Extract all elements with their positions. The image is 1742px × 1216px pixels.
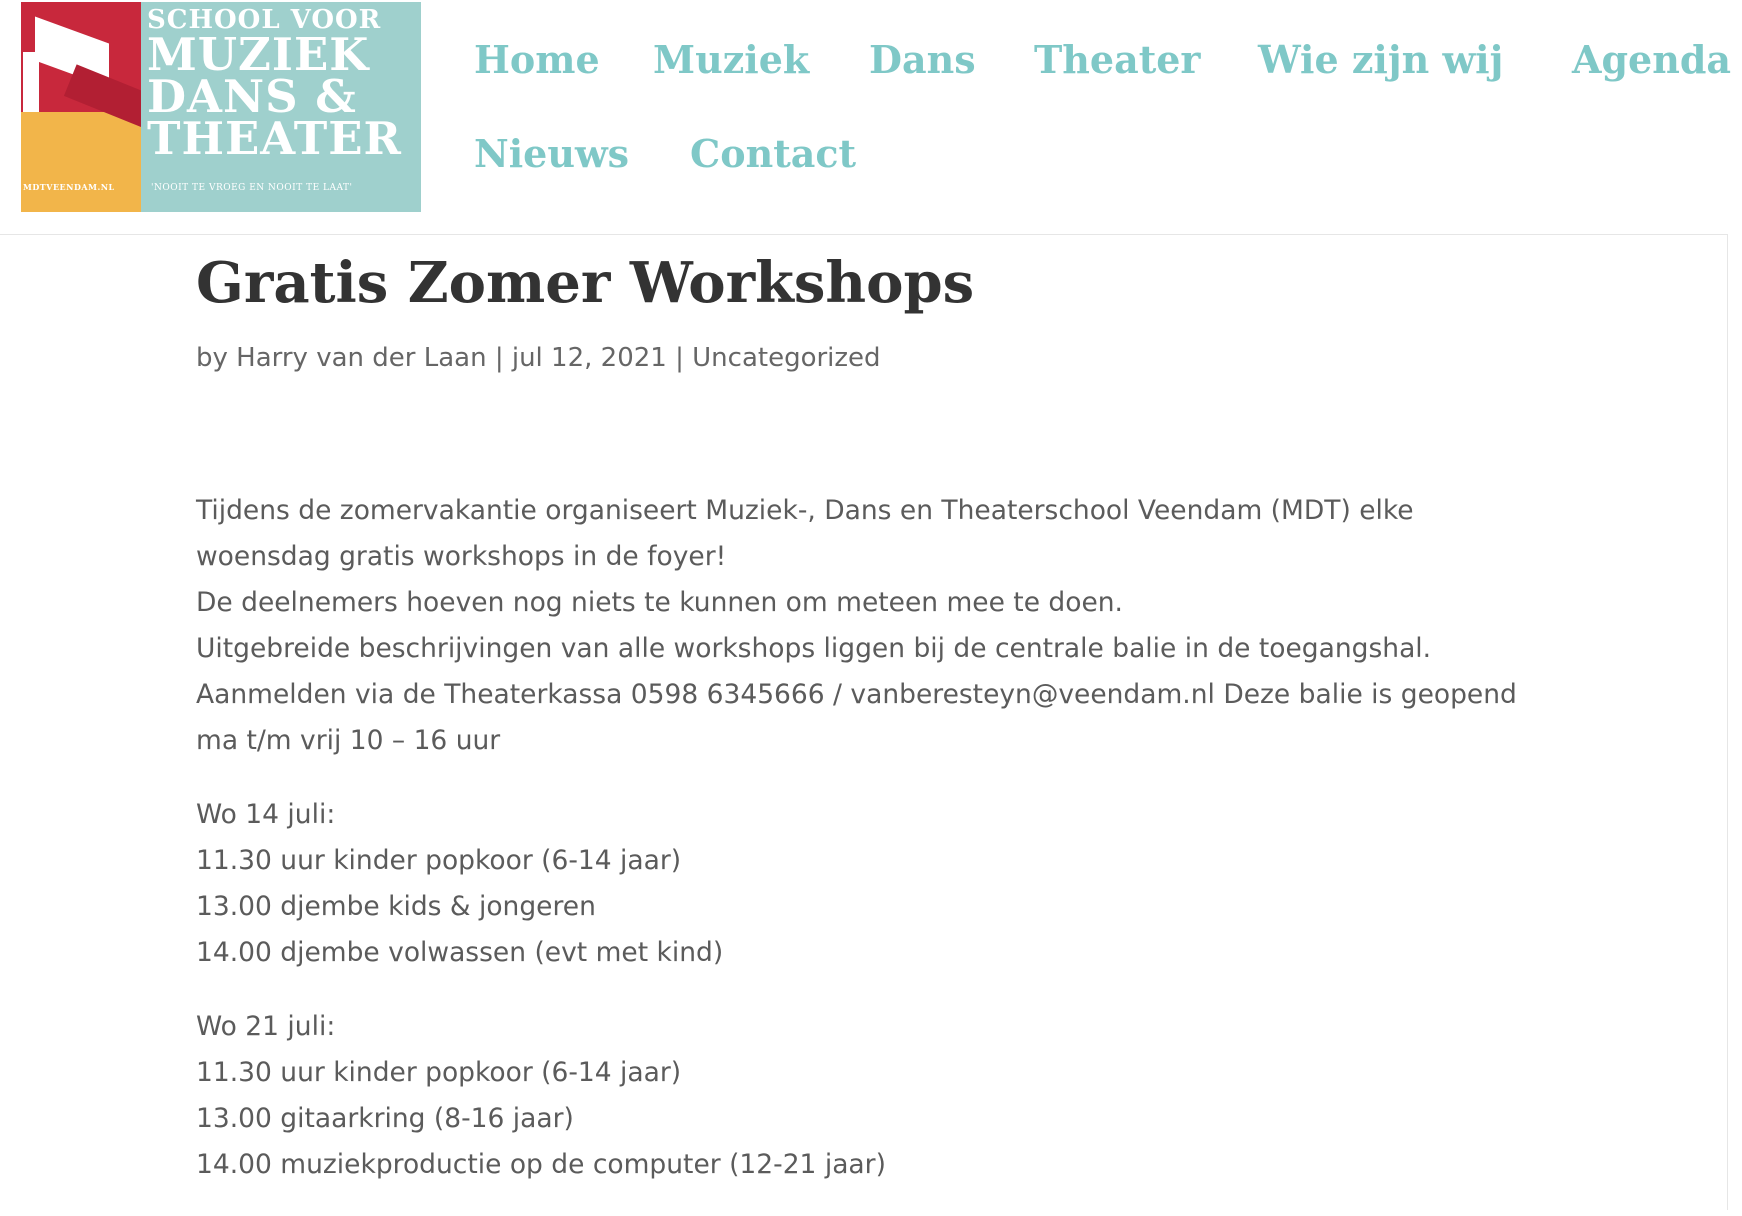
meta-separator: | bbox=[494, 343, 504, 373]
post-content bbox=[196, 488, 1616, 1188]
logo-line-2: MUZIEK bbox=[147, 28, 370, 81]
schedule-item: 13.00 gitaarkring (8-16 jaar) bbox=[196, 1103, 574, 1134]
schedule-item: 14.00 djembe volwassen (evt met kind) bbox=[196, 937, 724, 968]
site-logo[interactable] bbox=[21, 2, 421, 212]
post-article bbox=[196, 240, 1616, 1216]
schedule-item: 11.30 uur kinder popkoor (6-14 jaar) bbox=[196, 1057, 682, 1088]
post-meta bbox=[196, 338, 1616, 378]
meta-category-link[interactable]: Uncategorized bbox=[692, 343, 881, 373]
intro-line: De deelnemers hoeven nog niets te kunnen om meteen mee te doen. bbox=[196, 587, 1123, 618]
logo-line-3: DANS & bbox=[147, 70, 357, 123]
nav-dans[interactable]: Dans bbox=[869, 37, 976, 82]
intro-line: woensdag gratis workshops in de foyer! bbox=[196, 541, 727, 572]
nav-muziek[interactable]: Muziek bbox=[653, 37, 810, 82]
schedule-item: 14.00 muziekproductie op de computer (12-21 jaar) bbox=[196, 1149, 886, 1180]
logo-tagline: 'NOOIT TE VROEG EN NOOIT TE LAAT' bbox=[151, 183, 353, 193]
schedule-block bbox=[196, 792, 1616, 976]
nav-agenda[interactable]: Agenda bbox=[1572, 37, 1732, 82]
nav-nieuws[interactable]: Nieuws bbox=[474, 131, 630, 176]
schedule-day: Wo 21 juli: bbox=[196, 1011, 336, 1042]
logo-site-name: MDTVEENDAM.NL bbox=[23, 182, 115, 192]
logo-emblem bbox=[21, 2, 141, 212]
intro-line: Aanmelden via de Theaterkassa 0598 6345666 / vanberesteyn@veendam.nl Deze balie is geopend bbox=[196, 679, 1517, 710]
nav-theater[interactable]: Theater bbox=[1034, 37, 1201, 82]
intro-line: ma t/m vrij 10 – 16 uur bbox=[196, 725, 501, 756]
schedule-item: 11.30 uur kinder popkoor (6-14 jaar) bbox=[196, 845, 682, 876]
logo-wordmark bbox=[147, 5, 417, 165]
nav-home[interactable]: Home bbox=[474, 37, 600, 82]
logo-line-1: SCHOOL VOOR bbox=[147, 5, 382, 35]
schedule-item: 13.00 djembe kids & jongeren bbox=[196, 891, 596, 922]
meta-author-link[interactable]: Harry van der Laan bbox=[236, 343, 487, 373]
intro-line: Uitgebreide beschrijvingen van alle workshops liggen bij de centrale balie in de toegangshal. bbox=[196, 633, 1432, 664]
intro-line: Tijdens de zomervakantie organiseert Muziek-, Dans en Theaterschool Veendam (MDT) elke bbox=[196, 495, 1414, 526]
nav-contact[interactable]: Contact bbox=[690, 131, 857, 176]
page-scrollbar[interactable] bbox=[1727, 234, 1742, 1210]
nav-wie-zijn-wij[interactable]: Wie zijn wij bbox=[1258, 37, 1504, 82]
site-header bbox=[0, 0, 1742, 235]
post-title: Gratis Zomer Workshops bbox=[196, 250, 975, 316]
schedule-day: Wo 14 juli: bbox=[196, 799, 336, 830]
meta-date: jul 12, 2021 bbox=[511, 343, 667, 373]
meta-separator: | bbox=[675, 343, 684, 373]
meta-by: by bbox=[196, 343, 228, 373]
schedule-block bbox=[196, 1004, 1616, 1188]
intro-paragraph bbox=[196, 488, 1616, 764]
logo-line-4: THEATER bbox=[147, 112, 402, 165]
